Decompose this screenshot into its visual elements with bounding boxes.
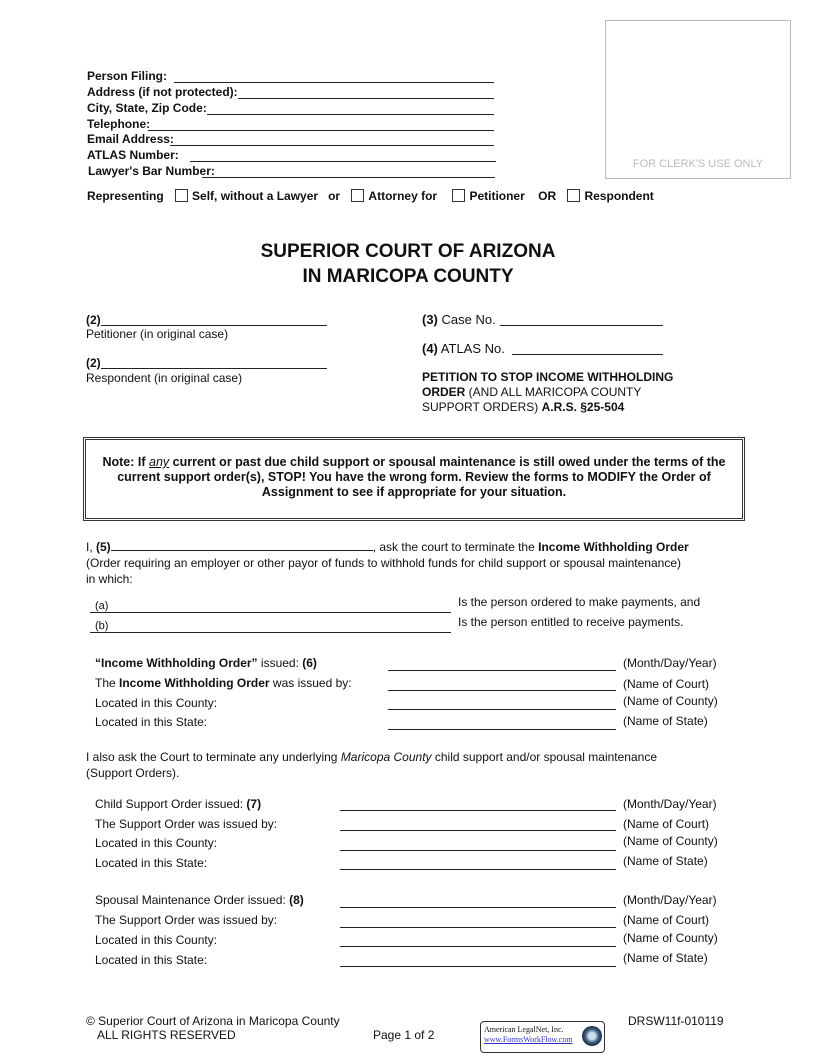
date-hint: (Month/Day/Year) <box>623 797 717 811</box>
iwo-court-field[interactable] <box>388 690 616 691</box>
state-hint: (Name of State) <box>623 951 708 965</box>
petitioner-checkbox[interactable] <box>452 189 465 202</box>
address-label: Address (if not protected): <box>87 85 238 99</box>
city-field[interactable] <box>207 114 494 115</box>
request-line-2: (Order requiring an employer or other payor of funds to withhold funds for child support or spousal maintenance) <box>86 556 681 570</box>
iwo-county-label: Located in this County: <box>95 696 218 710</box>
field-number: (4) <box>422 341 438 356</box>
payee-text: Is the person entitled to receive payments. <box>458 615 684 629</box>
child-date-field[interactable] <box>340 810 616 811</box>
form-code: DRSW11f-010119 <box>628 1014 724 1028</box>
child-court-label: The Support Order was issued by: <box>95 817 278 831</box>
case-label: Case No. <box>441 312 496 327</box>
petitioner-caption: Petitioner (in original case) <box>86 327 229 341</box>
attorney-checkbox[interactable] <box>351 189 364 202</box>
or-label: or <box>328 189 341 203</box>
email-label: Email Address: <box>87 132 174 146</box>
iwo-county-field[interactable] <box>388 709 616 710</box>
person-filing-label: Person Filing: <box>87 69 168 83</box>
bar-number-field[interactable] <box>202 177 495 178</box>
field-number: (2) <box>86 356 101 370</box>
child-county-field[interactable] <box>340 850 616 851</box>
self-checkbox[interactable] <box>175 189 188 202</box>
email-field[interactable] <box>170 145 494 146</box>
respondent-checkbox[interactable] <box>567 189 580 202</box>
person-filing-field[interactable] <box>174 82 494 83</box>
spousal-issued-label: Spousal Maintenance Order issued: (8) <box>95 893 304 907</box>
respondent-caption: Respondent (in original case) <box>86 371 243 385</box>
spousal-court-field[interactable] <box>340 927 616 928</box>
address-field[interactable] <box>238 98 494 99</box>
county-title: IN MARICOPA COUNTY <box>302 266 514 287</box>
respondent-field[interactable] <box>101 368 327 369</box>
copyright-text: © Superior Court of Arizona in Maricopa County <box>86 1014 340 1028</box>
court-hint: (Name of Court) <box>623 913 710 927</box>
page-number: Page 1 of 2 <box>373 1028 435 1042</box>
warning-note-text: Note: If any current or past due child support or spousal maintenance is still owed under the terms of the current support order(s), STOP! You have the wrong form. Review the forms to MODIFY the Order of Assignment to see if appropriate for your situation. <box>102 455 726 499</box>
clerk-use-label: FOR CLERK'S USE ONLY <box>632 158 764 170</box>
also-ask-text-2: (Support Orders). <box>86 766 180 780</box>
or-label-2: OR <box>538 189 557 203</box>
atlas-no-label <box>422 341 505 356</box>
atlas-number-label: ATLAS Number: <box>87 148 179 162</box>
document-title: PETITION TO STOP INCOME WITHHOLDING ORDER (AND ALL MARICOPA COUNTY SUPPORT ORDERS) A.R.S. §25-504 <box>422 370 674 414</box>
clerk-use-box <box>605 20 791 179</box>
payee-field[interactable] <box>90 632 451 633</box>
request-line-3: in which: <box>86 572 133 586</box>
child-county-label: Located in this County: <box>95 836 218 850</box>
representing-label: Representing <box>87 189 164 203</box>
petitioner-label: Petitioner <box>469 189 525 203</box>
child-issued-label: Child Support Order issued: (7) <box>95 797 262 811</box>
county-hint: (Name of County) <box>623 834 718 848</box>
iwo-issued-label: “Income Withholding Order” issued: (6) <box>95 656 317 670</box>
date-hint: (Month/Day/Year) <box>623 656 717 670</box>
case-no-field[interactable] <box>500 325 663 326</box>
child-state-label: Located in this State: <box>95 856 208 870</box>
court-hint: (Name of Court) <box>623 817 710 831</box>
payer-label: (a) <box>95 600 109 612</box>
child-state-field[interactable] <box>340 869 616 870</box>
spousal-county-label: Located in this County: <box>95 933 218 947</box>
representing-row <box>87 189 654 203</box>
request-line: I, (5) , ask the court to terminate the Income Withholding Order <box>86 540 689 554</box>
county-hint: (Name of County) <box>623 931 718 945</box>
bar-number-label: Lawyer's Bar Number: <box>88 164 215 178</box>
payee-label: (b) <box>95 620 109 632</box>
case-no-label <box>422 312 496 327</box>
spousal-date-field[interactable] <box>340 907 616 908</box>
spousal-court-label: The Support Order was issued by: <box>95 913 278 927</box>
date-hint: (Month/Day/Year) <box>623 893 717 907</box>
iwo-date-field[interactable] <box>388 670 616 671</box>
state-hint: (Name of State) <box>623 854 708 868</box>
field-number: (3) <box>422 312 438 327</box>
iwo-state-label: Located in this State: <box>95 715 208 729</box>
court-hint: (Name of Court) <box>623 677 710 691</box>
spousal-county-field[interactable] <box>340 946 616 947</box>
respondent-label: Respondent <box>584 189 654 203</box>
atlas-label: ATLAS No. <box>440 341 505 356</box>
field-number: (2) <box>86 313 101 327</box>
warning-note-box <box>83 437 745 521</box>
payer-field[interactable] <box>90 612 451 613</box>
telephone-label: Telephone: <box>87 117 151 131</box>
atlas-number-field[interactable] <box>190 161 496 162</box>
self-label: Self, without a Lawyer <box>192 189 319 203</box>
iwo-state-field[interactable] <box>388 729 616 730</box>
child-court-field[interactable] <box>340 830 616 831</box>
spousal-state-field[interactable] <box>340 966 616 967</box>
also-ask-text: I also ask the Court to terminate any underlying Maricopa County child support and/or spousal maintenance <box>86 750 658 764</box>
rights-text: ALL RIGHTS RESERVED <box>97 1028 236 1042</box>
city-label: City, State, Zip Code: <box>87 101 207 115</box>
payer-text: Is the person ordered to make payments, and <box>458 595 701 609</box>
globe-icon <box>582 1026 602 1046</box>
iwo-court-label: The Income Withholding Order was issued by: <box>95 676 352 690</box>
state-hint: (Name of State) <box>623 714 708 728</box>
attorney-label: Attorney for <box>368 189 438 203</box>
telephone-field[interactable] <box>148 130 494 131</box>
court-title: SUPERIOR COURT OF ARIZONA <box>260 241 556 262</box>
petitioner-field[interactable] <box>101 325 327 326</box>
county-hint: (Name of County) <box>623 694 718 708</box>
spousal-state-label: Located in this State: <box>95 953 208 967</box>
legalnet-logo: American LegalNet, Inc. www.FormsWorkFlow.com <box>480 1021 605 1053</box>
atlas-no-field[interactable] <box>512 354 663 355</box>
